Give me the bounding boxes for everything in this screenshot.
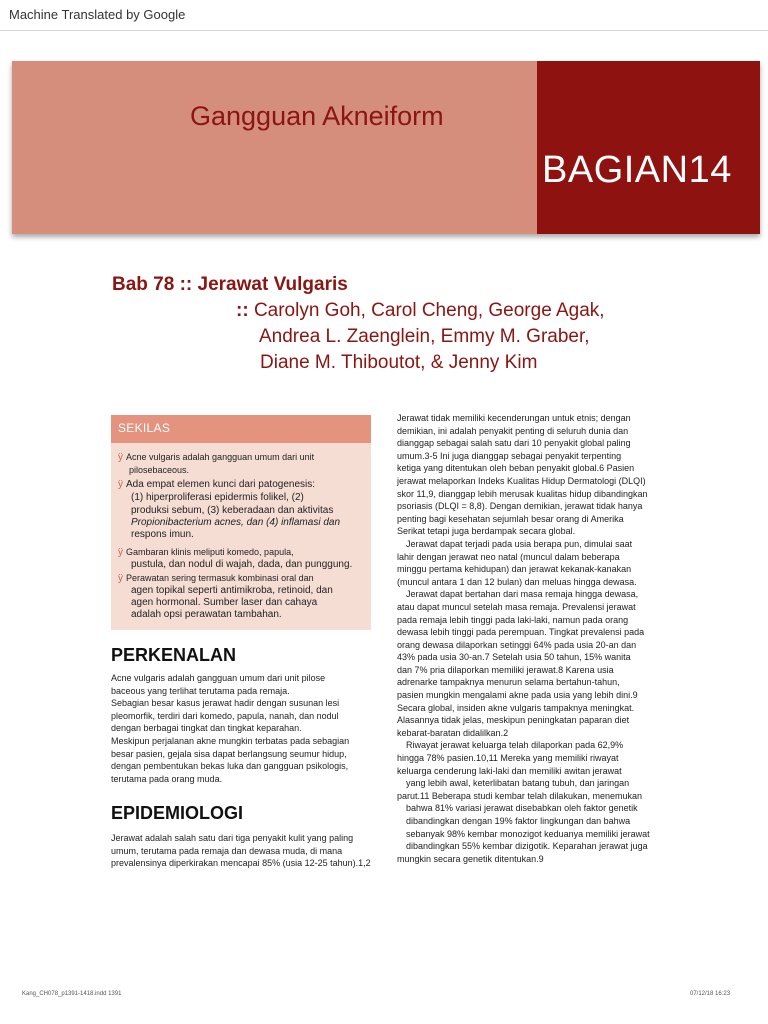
text-line: jerawat melaporkan Indeks Kualitas Hidup Dermatologi (DLQI)	[397, 475, 646, 486]
top-bar	[0, 0, 768, 31]
text-line: dengan pembentukan bekas luka dan gangguan psikologis,	[111, 761, 349, 772]
text-line: skor 11,9, dianggap lebih merusak kualitas hidup dibandingkan	[397, 488, 648, 499]
text-line: Jerawat dapat terjadi pada usia berapa pun, dimulai saat	[406, 538, 633, 549]
text-line: mungkin secara genetik ditentukan.9	[397, 853, 544, 864]
text-line: Jerawat dapat bertahan dari masa remaja hingga dewasa,	[406, 589, 639, 600]
text-line: orang dewasa dilaporkan setinggi 64% pada usia 20-an dan	[397, 639, 637, 650]
text-line: pada remaja lebih tinggi pada laki-laki, namun pada orang	[397, 614, 629, 625]
overview-line	[131, 517, 340, 529]
footer-timestamp: 07/12/18 16:23	[690, 991, 731, 997]
bullet-icon: ÿ	[118, 573, 123, 584]
text-line: parut.11 Beberapa studi kembar telah dilakukan, menemukan	[397, 790, 642, 801]
text-line: (muncul antara 1 dan 12 bulan) dan meluas hingga dewasa.	[397, 576, 637, 587]
overview-item	[118, 546, 294, 559]
overview-item	[118, 451, 314, 464]
text-line: lahir dengan jerawat neo natal (muncul dalam beberapa	[397, 551, 620, 562]
overview-item	[118, 479, 315, 491]
overview-line: Perawatan sering termasuk kombinasi oral dan	[126, 573, 314, 583]
epidemiology-text	[111, 832, 391, 870]
paragraph	[397, 412, 663, 538]
text-line: Riwayat jerawat keluarga telah dilaporkan pada 62,9%	[406, 740, 624, 751]
author-line: Diane M. Thiboutot, & Jenny Kim	[260, 352, 538, 373]
text-line: pasien mungkin mengalami akne pada usia yang lebih dini.9	[397, 690, 638, 701]
footer-file: Kang_CH078_p1391-1418.indd 1391	[22, 991, 122, 997]
overview-line: Gambaran klinis meliputi komedo, papula,	[126, 547, 294, 557]
text-line: dibandingkan 55% kembar dizigotik. Keparahan jerawat juga	[406, 841, 648, 852]
text-line: Jerawat tidak memiliki kecenderungan untuk etnis; dengan	[397, 413, 631, 423]
text-line: keluarga cenderung laki-laki dan memiliki awitan jerawat	[397, 765, 622, 776]
text-line: psoriasis (DLQI = 8,8). Dengan demikian, jerawat tidak hanya	[397, 501, 643, 512]
text-line: ketiga yang ditentukan oleh beban penyakit global.6 Pasien	[397, 463, 635, 474]
overview-line: Ada empat elemen kunci dari patogenesis:	[126, 479, 316, 490]
text-line: baceous yang terlihat terutama pada remaja.	[111, 685, 290, 696]
text-line: hingga 78% pasien.10,11 Mereka yang memiliki riwayat	[397, 753, 619, 764]
overview-box	[111, 415, 371, 630]
right-column-text	[397, 412, 663, 865]
introduction-text	[111, 672, 381, 785]
section-banner	[12, 61, 760, 234]
text-line: dianggap sebagai salah satu dari 10 penyakit global paling	[397, 438, 631, 449]
overview-line: pustula, dan nodul di wajah, dada, dan punggung.	[131, 559, 353, 570]
text-line: prevalensinya diperkirakan mencapai 85% (usia 12-25 tahun).1,2	[111, 858, 371, 869]
text-line: yang lebih awal, keterlibatan batang tubuh, dan jaringan	[406, 778, 630, 789]
text-line: umum.3-5 Ini juga dianggap sebagai penyakit terpenting	[397, 450, 622, 461]
overview-line-italic: Propionibacterium acnes, dan (4) inflamasi dan	[131, 517, 340, 528]
text-line: 43% pada usia 30-an.7 Setelah usia 50 tahun, 15% wanita	[397, 652, 631, 663]
text-line: atau dapat muncul setelah masa remaja. Prevalensi jerawat	[397, 601, 636, 612]
paragraph	[397, 739, 663, 865]
text-line: minggu pertama kehidupan) dan jerawat kekanak-kanakan	[397, 564, 632, 575]
text-line: demikian, ini adalah penyakit penting di seluruh dunia dan	[397, 425, 629, 436]
text-line: Meskipun perjalanan akne mungkin terbatas pada sebagian	[111, 735, 350, 746]
author-separator: ::	[236, 300, 249, 321]
overview-line: agen hormonal. Sumber laser dan cahaya	[131, 597, 318, 608]
section-heading-introduction: PERKENALAN	[111, 645, 237, 665]
text-line: penting bagi kesehatan sejumlah besar orang di Amerika	[397, 513, 624, 524]
text-line: Secara global, insiden akne vulgaris tampaknya meningkat.	[397, 702, 635, 713]
overview-line: produksi sebum, (3) keberadaan dan aktivitas	[131, 505, 334, 516]
text-line: sebanyak 98% kembar monozigot keduanya memiliki jerawat	[406, 828, 650, 839]
part-number: BAGIAN14	[542, 149, 732, 191]
text-line: Serikat tetapi juga berdampak secara global.	[397, 526, 576, 537]
text-line: bahwa 81% variasi jerawat disebabkan oleh faktor genetik	[406, 803, 638, 814]
overview-line: (1) hiperproliferasi epidermis folikel, (2)	[131, 492, 304, 503]
bullet-icon: ÿ	[118, 452, 123, 463]
banner-accent-block	[537, 61, 760, 234]
overview-line: pilosebaceous.	[129, 465, 190, 475]
overview-heading: SEKILAS	[118, 421, 171, 435]
overview-line: respons imun.	[131, 529, 194, 540]
overview-item	[118, 572, 314, 585]
text-line: adrenarke tampaknya menurun selama bertahun-tahun,	[397, 677, 620, 688]
text-line: terutama pada orang muda.	[111, 773, 223, 784]
text-line: Alasannya tidak jelas, meskipun peningkatan paparan diet	[397, 715, 630, 726]
section-title: Gangguan Akneiform	[190, 101, 444, 131]
text-line: umum, terutama pada remaja dan dewasa muda, di mana	[111, 845, 343, 856]
author-line	[236, 300, 605, 322]
text-line: dan 7% pria dilaporkan memiliki jerawat.8 Karena usia	[397, 664, 614, 675]
overview-line: adalah opsi perawatan tambahan.	[131, 609, 282, 620]
author-line: Andrea L. Zaenglein, Emmy M. Graber,	[259, 326, 590, 347]
text-line: besar pasien, gejala sisa dapat berlangsung seumur hidup,	[111, 748, 347, 759]
text-line: dengan berbagai tingkat dan tingkat keparahan.	[111, 723, 302, 734]
text-line: Jerawat adalah salah satu dari tiga penyakit kulit yang paling	[111, 833, 354, 843]
text-line: dibandingkan dengan 19% faktor lingkungan dan bahwa	[406, 816, 631, 826]
bullet-icon: ÿ	[118, 479, 123, 490]
section-heading-epidemiology: EPIDEMIOLOGI	[111, 803, 244, 823]
overview-line: agen topikal seperti antimikroba, retinoid, dan	[131, 585, 333, 596]
paragraph	[397, 538, 663, 740]
author-names: Carolyn Goh, Carol Cheng, George Agak,	[253, 300, 605, 321]
text-line: dewasa lebih tinggi pada perempuan. Tingkat prevalensi pada	[397, 627, 645, 638]
text-line: pleomorfik, terdiri dari komedo, papula, nanah, dan nodul	[111, 710, 339, 721]
chapter-title: Bab 78 :: Jerawat Vulgaris	[112, 274, 348, 295]
text-line: Acne vulgaris adalah gangguan umum dari unit pilose	[111, 673, 326, 683]
text-line: kebarat-baratan didalilkan.2	[397, 727, 509, 738]
overview-line: Acne vulgaris adalah gangguan umum dari unit	[126, 452, 315, 462]
text-line: Sebagian besar kasus jerawat hadir dengan susunan lesi	[111, 698, 340, 709]
translation-label: Machine Translated by Google	[9, 7, 186, 22]
overview-header	[111, 415, 371, 443]
bullet-icon: ÿ	[118, 547, 123, 558]
